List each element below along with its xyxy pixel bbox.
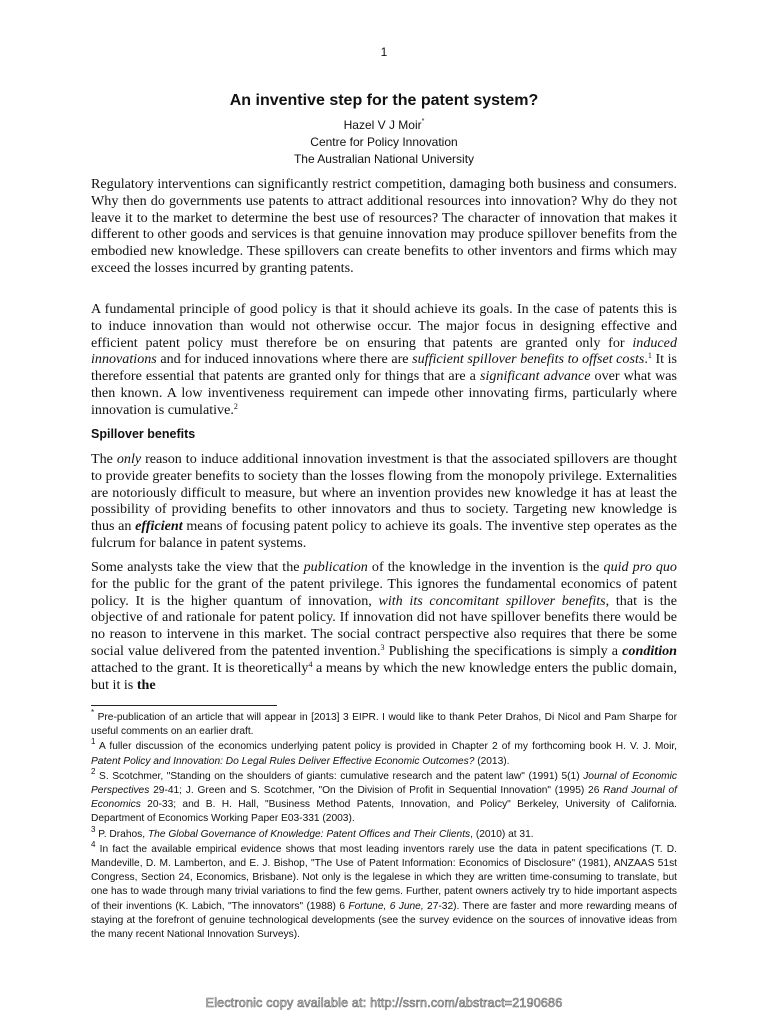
paragraph-1: Regulatory interventions can significantly restrict competition, damaging both business and consumers. Why then do governments use patents to attract additional resources into innovation? Why do they not leave it to the market to determine the best use of resources? The character of innovation that makes it different to other goods and services is that genuine innovation may produce spillover benefits from the embodied new knowledge. These spillovers can create benefits to other inventors and firms which may exceed the losses incurred by granting patents. [91,176,677,276]
paragraph-2: A fundamental principle of good policy is that it should achieve its goals. In the case of patents this is to induce innovation than would not otherwise occur. The major focus in designing effective and efficient patent policy must therefore be on ensuring that patents are granted only for induced innovations and for induced innovations where there are sufficient spillover benefits to offset costs.$^1$ It is therefore essential that patents are granted only for things that are a significant advance over what was then known. A low inventiveness requirement can impede other innovating firms, particularly where innovation is cumulative.$^2$ [91,301,678,418]
footnote-4: $^4$ In fact the available empirical evidence shows that most leading inventors rarely use the data in patent specifications (T. D. Mandeville, D. M. Lamberton, and E. J. Bishop, "The Use of Patent Information: Economics of Disclosure" (1981), ANZAAS 51st Congress, Section 24, Economics, Brisbane). Not only is the legalese in which they are written time-consuming to translate, but one has to wade through many trivial variations to find the few gems. Further, patent owners actively try to hide important aspects of their inventions (K. Labich, "The innovators" (1988) 6 Fortune, 6 June, 27-32). There are faster and more rewarding means of staying at the forefront of genuine technological developments (see the survey evidence on the sources of innovative ideas from the many recent National Innovation Surveys). [91,839,678,941]
author-affiliation-1: Centre for Policy Innovation [310,135,458,149]
footnote-ref-1: 1 [647,351,652,361]
footnote-ref-2: 2 [233,401,238,411]
footnotes [91,708,678,943]
paragraph-4: Some analysts take the view that the publication of the knowledge in the invention is the quid pro quo for the public for the grant of the patent privilege. This ignores the fundamental economics of patent policy. It is the higher quantum of innovation, with its concomitant spillover benefits, that is the objective of and rationale for patent policy. If innovation did not have spillover benefits there would be no reason to intervene in this market. The social contract perspective also requires that there be some social value delivered from the patented invention.$^3$ Publishing the specifications is simply a condition attached to the grant. It is theoretically$^4$ a means by which the new knowledge enters the public domain, but it is the [91,559,677,693]
author-name [0,118,768,132]
author-name-text: Hazel V J Moir [343,118,422,132]
footnote-divider [91,705,277,706]
page-number: 1 [380,45,388,59]
section-heading: Spillover benefits [91,427,196,441]
author-affiliation-2: The Australian National University [293,152,475,166]
footnote-3: $^3$ P. Drahos, The Global Governance of Knowledge: Patent Offices and Their Clients, (2010) at 31. [91,824,534,840]
footnote-ref-4: 4 [308,659,313,669]
footnote-2: $^2$ S. Scotchmer, "Standing on the shoulders of giants: cumulative research and the patent law" (1991) 5(1) Journal of Economic Perspectives 29-41; J. Green and S. Scotchmer, "On the Division of Profit in Sequential Innovation" (1995) 26 Rand Journal of Economics 20-33; and B. H. Hall, "Business Method Patents, Innovation, and Policy" Berkeley, University of California. Department of Economics Working Paper E03-331 (2003). [91,766,677,825]
footnote-1: $^1$ A fuller discussion of the economics underlying patent policy is provided in Chapter 2 of my forthcoming book H. V. J. Moir, Patent Policy and Innovation: Do Legal Rules Deliver Effective Economic Outcomes? (2013). [91,737,677,767]
footnote-ref-3: 3 [380,642,385,652]
ssrn-footer-watermark: Electronic copy available at: http://ssrn.com/abstract=2190686 [205,996,563,1010]
paragraph-3: The only reason to induce additional innovation investment is that the associated spillovers are thought to provide greater benefits to society than the losses flowing from the monopoly privilege. Externalities are notoriously difficult to measure, but where an invention provides new knowledge it has at least the possibility of providing benefits to other innovators and thus to society. Targeting new knowledge is thus an efficient means of focusing patent policy to achieve its goals. The inventive step operates as the fulcrum for balance in patent systems. [91,451,677,551]
paper-title: An inventive step for the patent system? [229,92,539,109]
footnote-star: * Pre-publication of an article that will appear in [2013] 3 EIPR. I would like to thank Peter Drahos, Di Nicol and Pam Sharpe for useful comments on an earlier draft. [91,708,677,738]
author-footnote-mark: * [421,118,425,125]
